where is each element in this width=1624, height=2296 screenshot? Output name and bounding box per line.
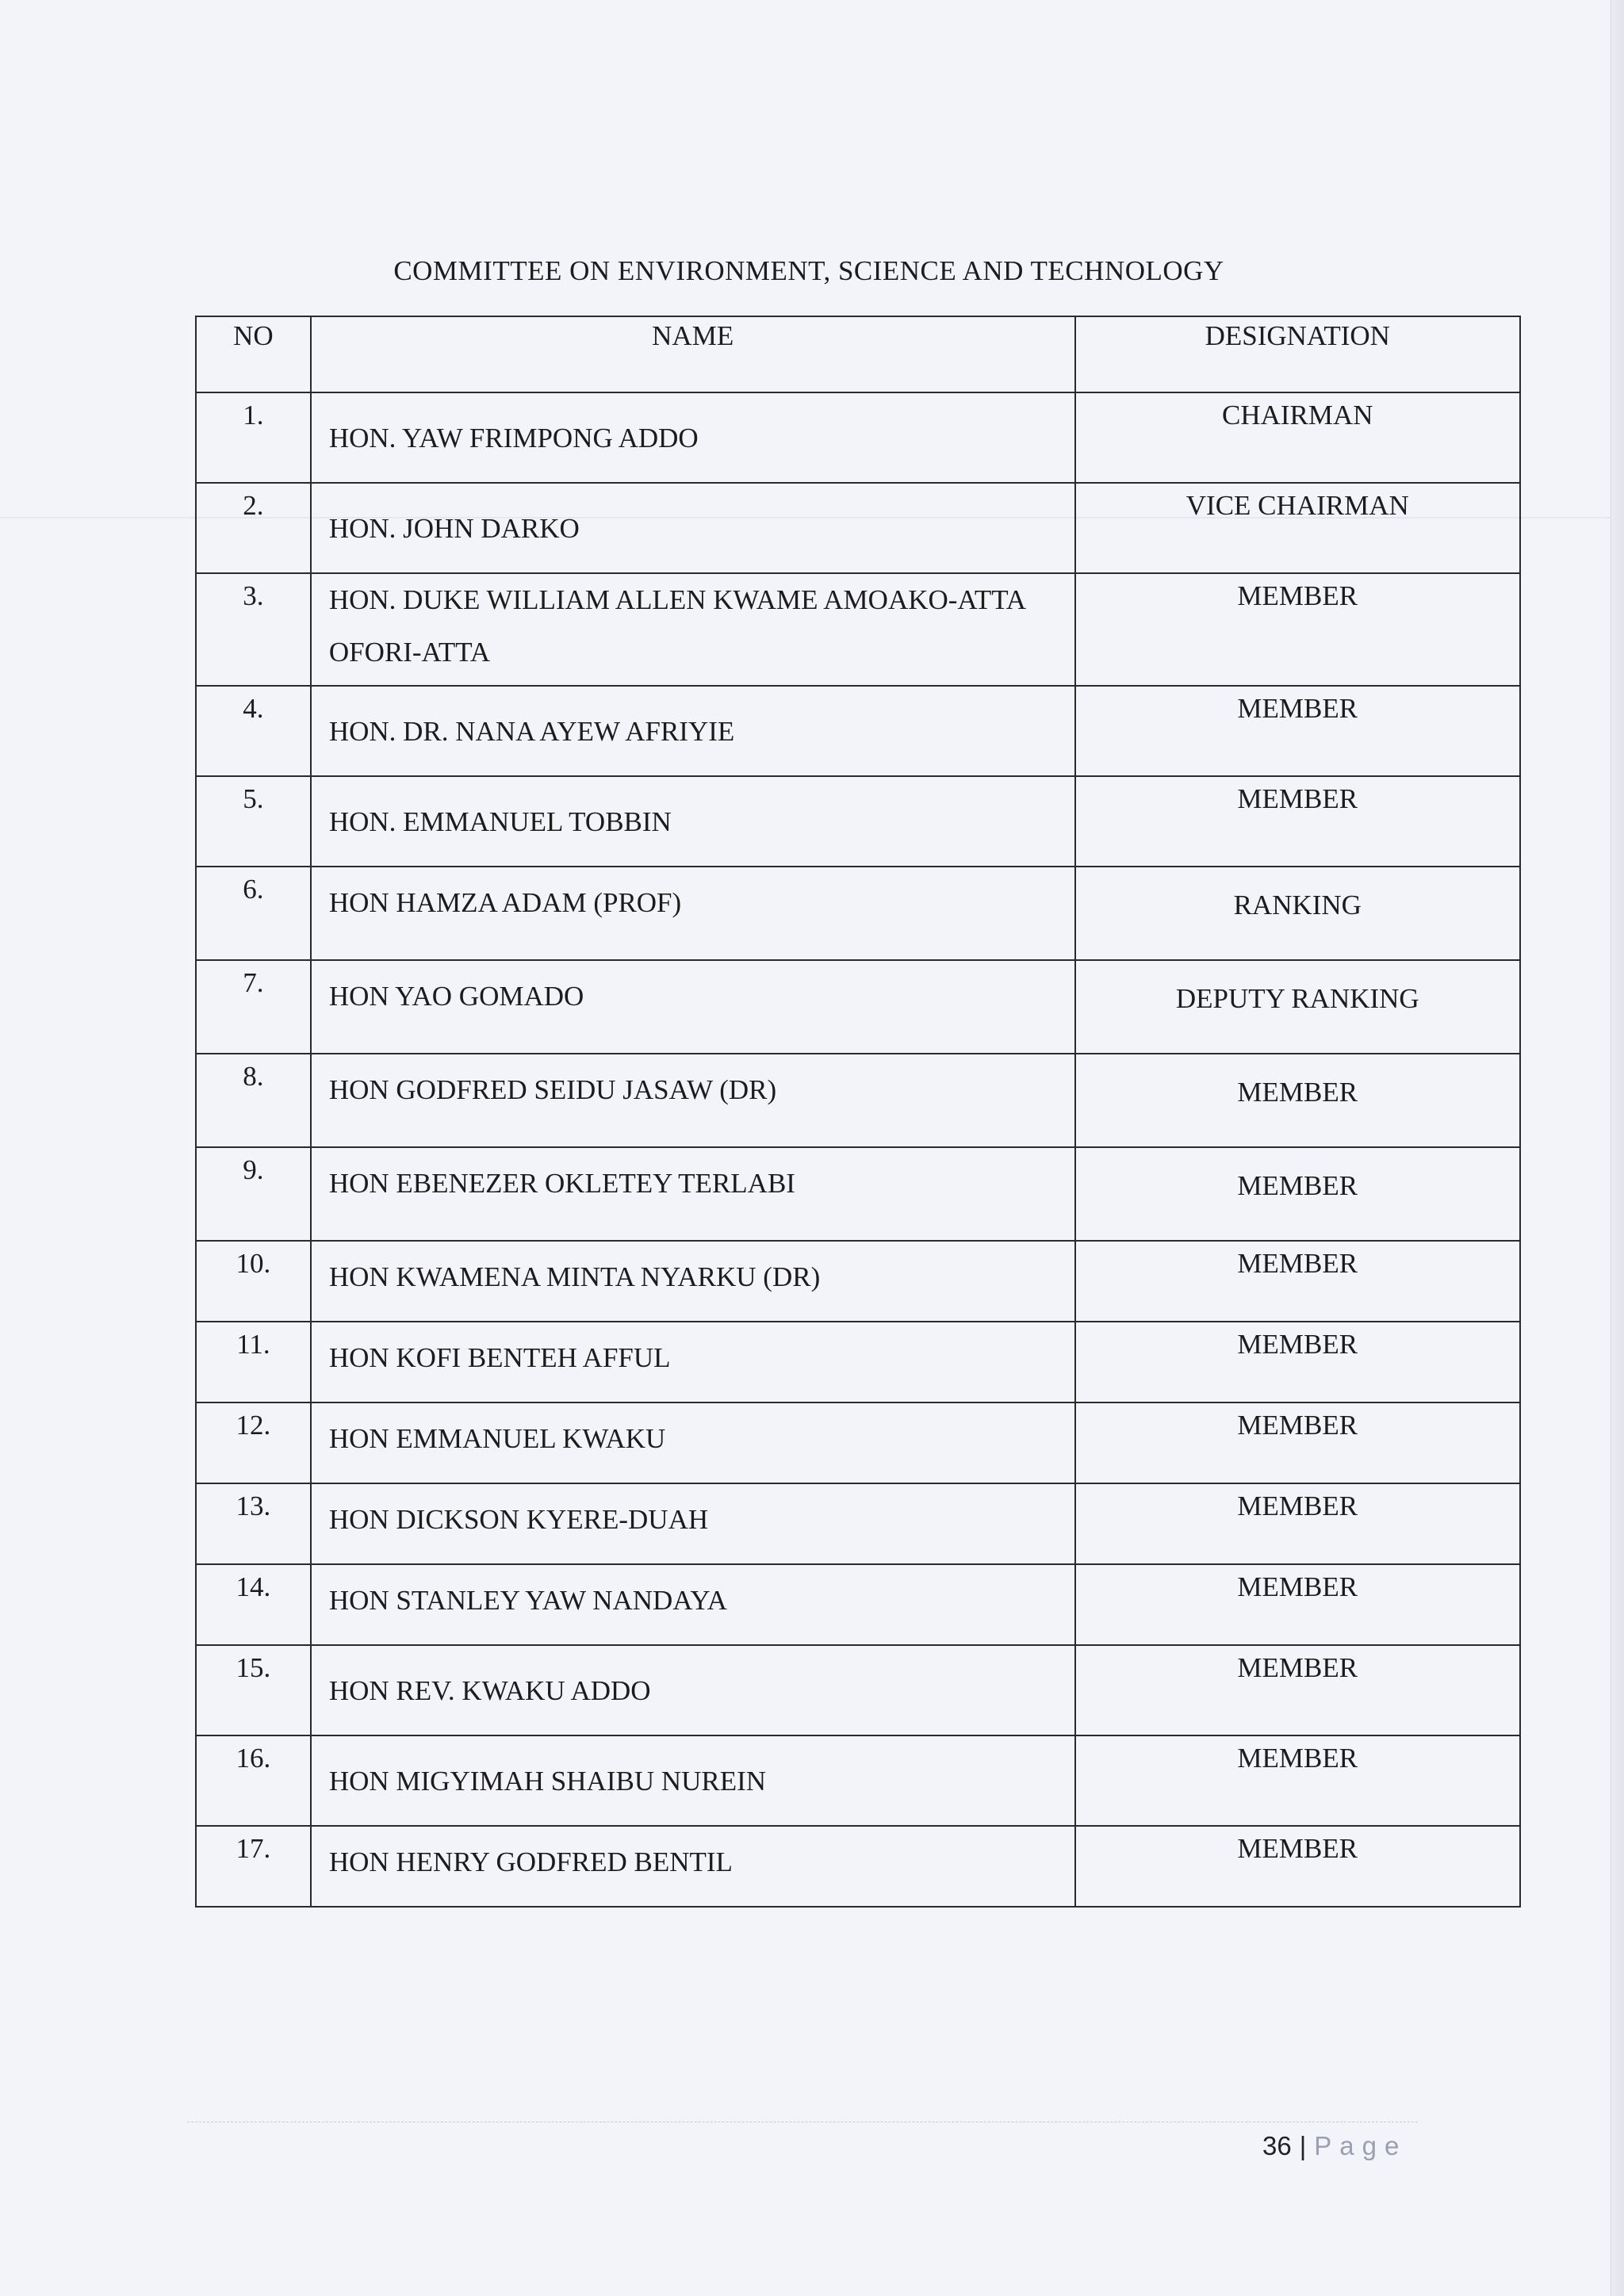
table-row: [196, 960, 1520, 1054]
row-number: 5.: [196, 776, 311, 867]
member-name: HON REV. KWAKU ADDO: [311, 1645, 1075, 1735]
table-row: [196, 573, 1520, 686]
member-name: HON. DR. NANA AYEW AFRIYIE: [311, 686, 1075, 776]
table-row: [196, 1483, 1520, 1564]
table-row: [196, 1645, 1520, 1735]
member-name: HON. JOHN DARKO: [311, 483, 1075, 573]
member-designation: MEMBER: [1075, 1645, 1520, 1735]
page-word: Page: [1314, 2131, 1408, 2160]
row-number: 9.: [196, 1147, 311, 1241]
member-designation: MEMBER: [1075, 686, 1520, 776]
row-number: 7.: [196, 960, 311, 1054]
member-name: HON KOFI BENTEH AFFUL: [311, 1322, 1075, 1402]
member-name: HON. YAW FRIMPONG ADDO: [311, 392, 1075, 483]
page-edge: [1611, 0, 1624, 2296]
member-designation: MEMBER: [1075, 1483, 1520, 1564]
member-designation: MEMBER: [1075, 1735, 1520, 1826]
row-number: 8.: [196, 1054, 311, 1147]
table-row: [196, 1826, 1520, 1907]
row-number: 3.: [196, 573, 311, 686]
table-row: [196, 686, 1520, 776]
member-designation: MEMBER: [1075, 776, 1520, 867]
member-name: HON HENRY GODFRED BENTIL: [311, 1826, 1075, 1907]
member-name: HON EBENEZER OKLETEY TERLABI: [311, 1147, 1075, 1241]
member-designation: MEMBER: [1075, 573, 1520, 686]
member-name: HON KWAMENA MINTA NYARKU (DR): [311, 1241, 1075, 1322]
table-row: [196, 1735, 1520, 1826]
member-name: HON GODFRED SEIDU JASAW (DR): [311, 1054, 1075, 1147]
table-row: [196, 392, 1520, 483]
table-row: [196, 1564, 1520, 1645]
member-designation: MEMBER: [1075, 1402, 1520, 1483]
table-row: [196, 1241, 1520, 1322]
page-footer: [1262, 2131, 1407, 2161]
member-name: HON EMMANUEL KWAKU: [311, 1402, 1075, 1483]
member-designation: MEMBER: [1075, 1241, 1520, 1322]
member-name: HON. EMMANUEL TOBBIN: [311, 776, 1075, 867]
table-row: [196, 776, 1520, 867]
row-number: 12.: [196, 1402, 311, 1483]
member-designation: MEMBER: [1075, 1826, 1520, 1907]
row-number: 13.: [196, 1483, 311, 1564]
member-name: HON HAMZA ADAM (PROF): [311, 867, 1075, 960]
header-designation: DESIGNATION: [1075, 316, 1520, 392]
row-number: 2.: [196, 483, 311, 573]
page-title: COMMITTEE ON ENVIRONMENT, SCIENCE AND TECHNOLOGY: [393, 255, 1224, 286]
member-name: HON YAO GOMADO: [311, 960, 1075, 1054]
committee-table: [195, 316, 1521, 1908]
member-designation: CHAIRMAN: [1075, 392, 1520, 483]
table-row: [196, 1322, 1520, 1402]
table-header-row: [196, 316, 1520, 392]
member-designation: MEMBER: [1075, 1322, 1520, 1402]
member-designation: MEMBER: [1075, 1564, 1520, 1645]
member-name: HON DICKSON KYERE-DUAH: [311, 1483, 1075, 1564]
header-name: NAME: [311, 316, 1075, 392]
member-designation: DEPUTY RANKING: [1075, 960, 1520, 1054]
page-number: 36: [1262, 2131, 1292, 2160]
member-designation: RANKING: [1075, 867, 1520, 960]
row-number: 17.: [196, 1826, 311, 1907]
row-number: 16.: [196, 1735, 311, 1826]
row-number: 11.: [196, 1322, 311, 1402]
table-row: [196, 483, 1520, 573]
footer-separator: |: [1299, 2131, 1307, 2160]
row-number: 1.: [196, 392, 311, 483]
member-designation: MEMBER: [1075, 1147, 1520, 1241]
row-number: 14.: [196, 1564, 311, 1645]
member-name: HON MIGYIMAH SHAIBU NUREIN: [311, 1735, 1075, 1826]
table-row: [196, 1054, 1520, 1147]
table-row: [196, 1402, 1520, 1483]
row-number: 6.: [196, 867, 311, 960]
table-row: [196, 1147, 1520, 1241]
member-name: HON STANLEY YAW NANDAYA: [311, 1564, 1075, 1645]
table-row: [196, 867, 1520, 960]
member-name: HON. DUKE WILLIAM ALLEN KWAME AMOAKO-ATTA OFORI-ATTA: [311, 573, 1075, 686]
row-number: 15.: [196, 1645, 311, 1735]
row-number: 4.: [196, 686, 311, 776]
member-designation: VICE CHAIRMAN: [1075, 483, 1520, 573]
header-no: NO: [196, 316, 311, 392]
member-designation: MEMBER: [1075, 1054, 1520, 1147]
row-number: 10.: [196, 1241, 311, 1322]
